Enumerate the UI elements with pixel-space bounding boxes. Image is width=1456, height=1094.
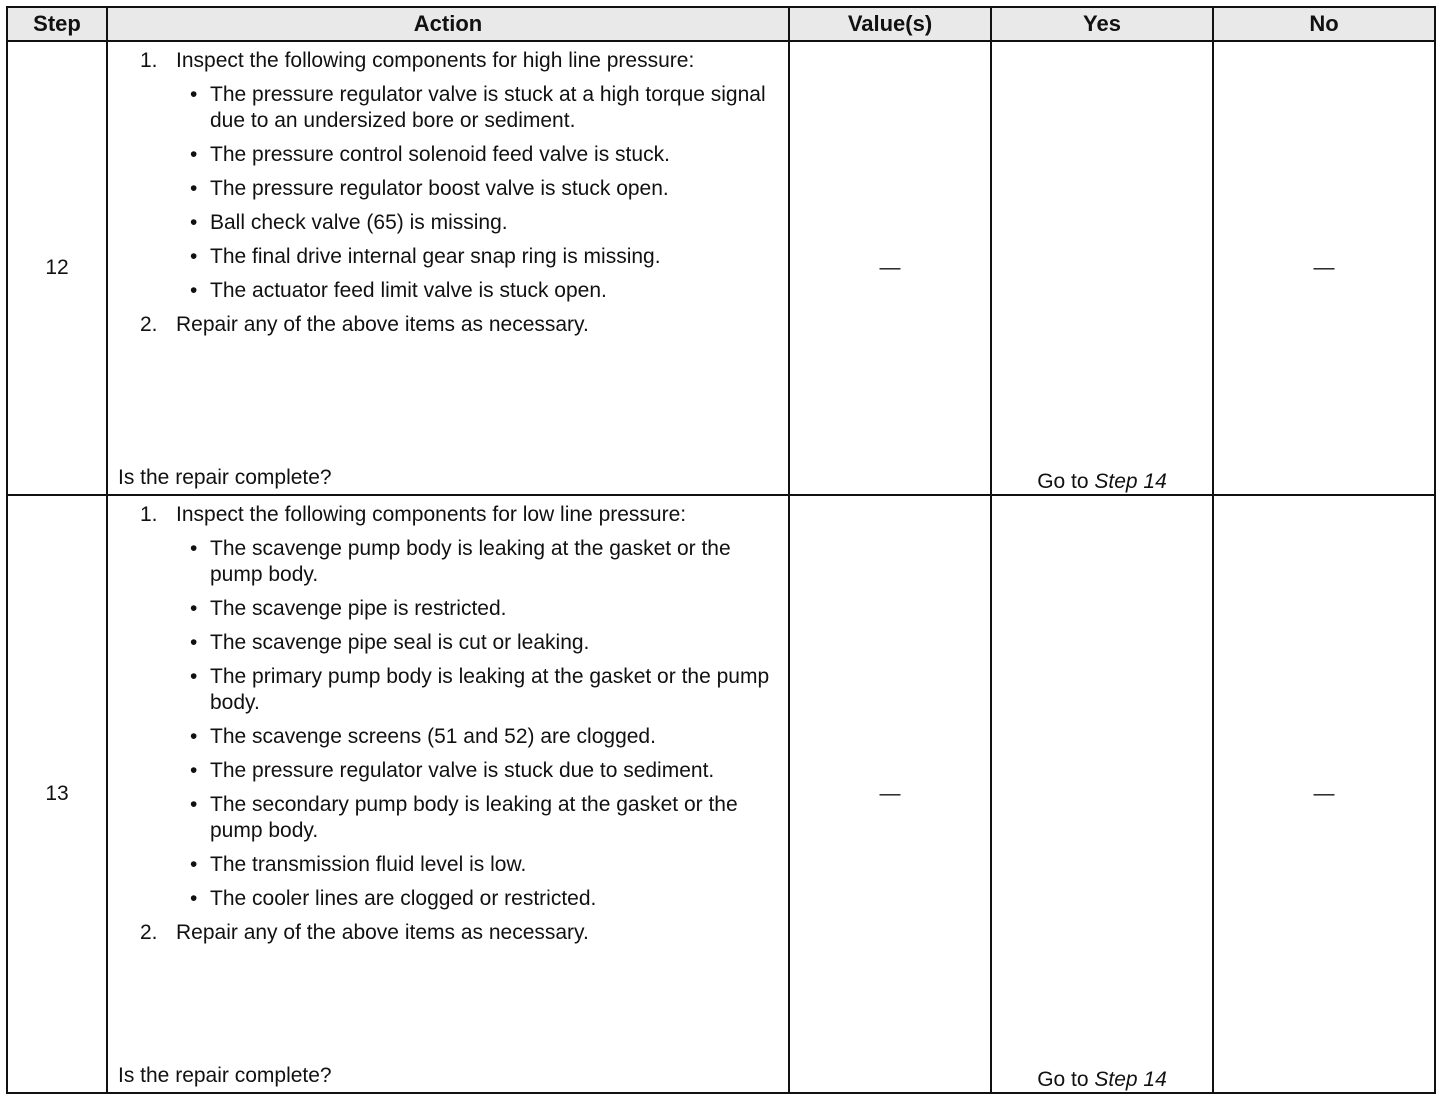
step-marker: 1. xyxy=(140,49,158,72)
yes-prefix: Go to xyxy=(1037,470,1095,493)
header-yes: Yes xyxy=(991,7,1213,41)
bullet-icon: • xyxy=(190,759,198,782)
diagnostic-table xyxy=(6,6,1436,1094)
list-item-text: The scavenge pipe is restricted. xyxy=(210,597,507,620)
repair-question: Is the repair complete? xyxy=(118,466,332,489)
action-step xyxy=(116,48,780,304)
action-steps xyxy=(108,496,788,946)
header-action: Action xyxy=(107,7,789,41)
list-item-text: The final drive internal gear snap ring is missing. xyxy=(210,245,661,268)
list-item xyxy=(176,886,780,912)
step-number: 12 xyxy=(7,41,107,495)
header-values: Value(s) xyxy=(789,7,991,41)
list-item xyxy=(176,536,780,588)
list-item xyxy=(176,664,780,716)
component-list xyxy=(176,82,780,304)
action-step xyxy=(116,920,780,946)
step-number: 13 xyxy=(7,495,107,1093)
header-no: No xyxy=(1213,7,1435,41)
no-cell: — xyxy=(1213,495,1435,1093)
value-cell: — xyxy=(789,41,991,495)
yes-cell xyxy=(991,495,1213,1093)
yes-prefix: Go to xyxy=(1037,1068,1095,1091)
no-cell: — xyxy=(1213,41,1435,495)
list-item-text: The scavenge pump body is leaking at the gasket or the pump body. xyxy=(210,537,731,586)
step-marker: 1. xyxy=(140,503,158,526)
bullet-icon: • xyxy=(190,143,198,166)
bullet-icon: • xyxy=(190,665,198,688)
action-cell xyxy=(107,41,789,495)
header-step: Step xyxy=(7,7,107,41)
list-item xyxy=(176,82,780,134)
list-item xyxy=(176,758,780,784)
list-item xyxy=(176,596,780,622)
list-item-text: The cooler lines are clogged or restricted. xyxy=(210,887,597,910)
bullet-icon: • xyxy=(190,211,198,234)
list-item xyxy=(176,792,780,844)
list-item-text: The pressure regulator valve is stuck at a high torque signal due to an undersized bore or sediment. xyxy=(210,83,766,132)
list-item xyxy=(176,244,780,270)
bullet-icon: • xyxy=(190,853,198,876)
action-step xyxy=(116,502,780,912)
bullet-icon: • xyxy=(190,245,198,268)
value-cell: — xyxy=(789,495,991,1093)
yes-step-link[interactable]: Step 14 xyxy=(1094,1068,1167,1091)
bullet-icon: • xyxy=(190,537,198,560)
action-step-text: Repair any of the above items as necessary. xyxy=(176,313,589,336)
step-marker: 2. xyxy=(140,921,158,944)
action-step xyxy=(116,312,780,338)
header-row xyxy=(7,7,1435,41)
bullet-icon: • xyxy=(190,597,198,620)
list-item-text: The secondary pump body is leaking at the gasket or the pump body. xyxy=(210,793,738,842)
action-step-text: Repair any of the above items as necessary. xyxy=(176,921,589,944)
component-list xyxy=(176,536,780,912)
table-row xyxy=(7,495,1435,1093)
bullet-icon: • xyxy=(190,279,198,302)
list-item xyxy=(176,278,780,304)
list-item xyxy=(176,142,780,168)
list-item-text: Ball check valve (65) is missing. xyxy=(210,211,508,234)
list-item-text: The actuator feed limit valve is stuck open. xyxy=(210,279,607,302)
action-cell xyxy=(107,495,789,1093)
table-row xyxy=(7,41,1435,495)
repair-question: Is the repair complete? xyxy=(118,1064,332,1087)
action-steps xyxy=(108,42,788,338)
list-item-text: The scavenge screens (51 and 52) are clogged. xyxy=(210,725,656,748)
list-item xyxy=(176,630,780,656)
yes-step-link[interactable]: Step 14 xyxy=(1094,470,1167,493)
bullet-icon: • xyxy=(190,725,198,748)
list-item-text: The primary pump body is leaking at the gasket or the pump body. xyxy=(210,665,770,714)
list-item xyxy=(176,210,780,236)
list-item-text: The scavenge pipe seal is cut or leaking. xyxy=(210,631,590,654)
list-item-text: The pressure control solenoid feed valve is stuck. xyxy=(210,143,670,166)
action-step-text: Inspect the following components for high line pressure: xyxy=(176,49,695,72)
bullet-icon: • xyxy=(190,793,198,816)
list-item xyxy=(176,724,780,750)
bullet-icon: • xyxy=(190,83,198,106)
list-item xyxy=(176,176,780,202)
list-item xyxy=(176,852,780,878)
bullet-icon: • xyxy=(190,631,198,654)
list-item-text: The transmission fluid level is low. xyxy=(210,853,527,876)
action-step-text: Inspect the following components for low line pressure: xyxy=(176,503,687,526)
yes-cell xyxy=(991,41,1213,495)
list-item-text: The pressure regulator boost valve is stuck open. xyxy=(210,177,669,200)
bullet-icon: • xyxy=(190,887,198,910)
list-item-text: The pressure regulator valve is stuck due to sediment. xyxy=(210,759,715,782)
bullet-icon: • xyxy=(190,177,198,200)
step-marker: 2. xyxy=(140,313,158,336)
